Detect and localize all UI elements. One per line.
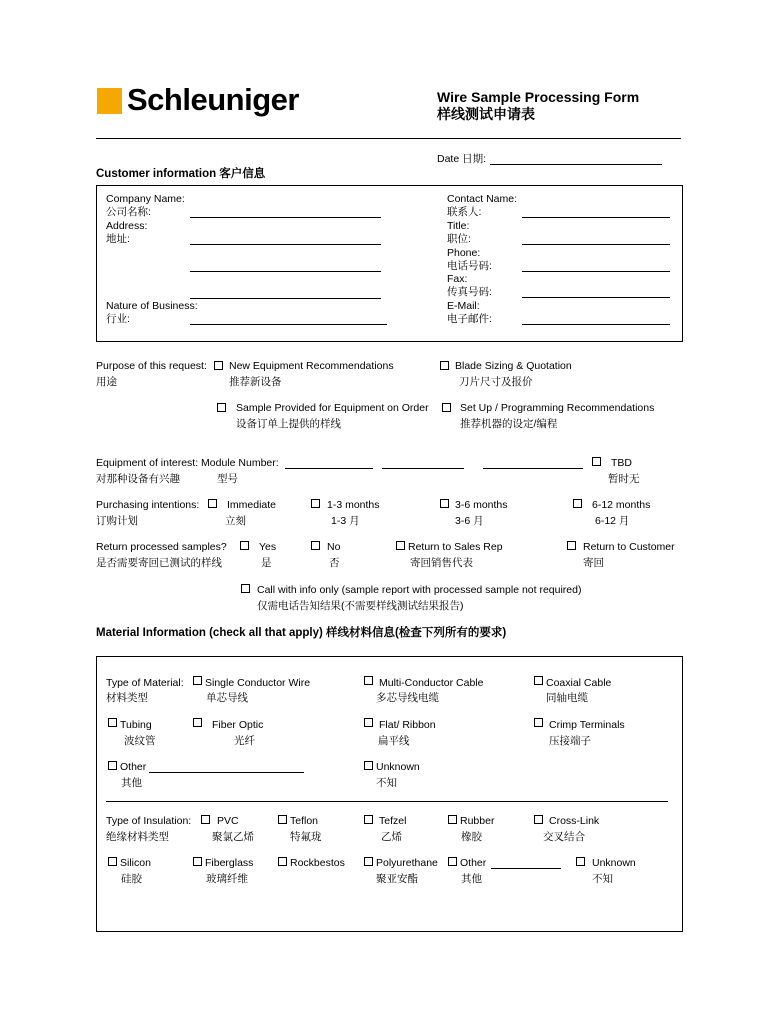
insulation-i5-zh: 交叉结合 <box>543 831 585 843</box>
purpose-sample-order-checkbox[interactable] <box>217 403 226 412</box>
equipment-model-zh: 型号 <box>217 473 238 485</box>
purchasing-o3-zh: 3-6 月 <box>455 515 484 527</box>
material-flat-ribbon-checkbox[interactable] <box>364 718 373 727</box>
purpose-opt1-en: New Equipment Recommendations <box>229 360 394 372</box>
brand-logo-text: Schleuniger <box>127 82 299 117</box>
email-field[interactable] <box>522 324 670 325</box>
return-o4-en: Return to Customer <box>583 541 675 553</box>
insulation-label-zh: 绝缘材料类型 <box>106 831 169 843</box>
purpose-opt3-zh: 设备订单上提供的样线 <box>236 418 341 430</box>
equipment-label-en: Equipment of interest: Module Number: <box>96 457 279 469</box>
phone-label-zh: 电话号码: <box>447 260 492 272</box>
purpose-label-en: Purpose of this request: <box>96 360 207 372</box>
material-other-checkbox[interactable] <box>108 761 117 770</box>
material-m3-zh: 同轴电缆 <box>546 692 588 704</box>
address-field-1[interactable] <box>190 244 381 245</box>
return-o2-en: No <box>327 541 341 553</box>
material-crimp-checkbox[interactable] <box>534 718 543 727</box>
return-o1-zh: 是 <box>261 557 272 569</box>
title-label-zh: 职位: <box>447 233 471 245</box>
insulation-i3-en: Tefzel <box>379 815 407 827</box>
material-m9-zh: 不知 <box>376 777 397 789</box>
insulation-i4-zh: 橡胶 <box>461 831 482 843</box>
material-m4-en: Tubing <box>120 719 152 731</box>
material-single-conductor-checkbox[interactable] <box>193 676 202 685</box>
insulation-teflon-checkbox[interactable] <box>278 815 287 824</box>
logo-square-icon <box>97 88 122 114</box>
insulation-i2-en: Teflon <box>290 815 319 827</box>
company-label-zh: 公司名称: <box>106 206 151 218</box>
insulation-i9-en: Polyurethane <box>376 857 438 869</box>
fax-label-en: Fax: <box>447 273 468 285</box>
material-unknown-checkbox[interactable] <box>364 761 373 770</box>
nature-label-zh: 行业: <box>106 313 130 325</box>
purchasing-o2-en: 1-3 months <box>327 499 380 511</box>
email-label-en: E-Mail: <box>447 300 480 312</box>
material-heading: Material Information (check all that apply) 样线材料信息(检查下列所有的要求) <box>96 627 507 639</box>
insulation-i6-en: Silicon <box>120 857 151 869</box>
customer-heading: Customer information 客户信息 <box>96 168 266 180</box>
date-field[interactable] <box>490 164 662 165</box>
return-o5-en: Call with info only (sample report with processed sample not required) <box>257 584 582 596</box>
material-m8-zh: 其他 <box>121 777 142 789</box>
insulation-cross-link-checkbox[interactable] <box>534 815 543 824</box>
return-sales-rep-checkbox[interactable] <box>396 541 405 550</box>
material-m1-zh: 单芯导线 <box>206 692 248 704</box>
form-title-en: Wire Sample Processing Form <box>437 89 640 105</box>
material-fiber-optic-checkbox[interactable] <box>193 718 202 727</box>
insulation-silicon-checkbox[interactable] <box>108 857 117 866</box>
insulation-i7-zh: 玻璃纤维 <box>206 873 248 885</box>
material-m5-zh: 光纤 <box>234 735 255 747</box>
fax-label-zh: 传真号码: <box>447 286 492 298</box>
insulation-i11-en: Unknown <box>592 857 636 869</box>
insulation-fiberglass-checkbox[interactable] <box>193 857 202 866</box>
purpose-opt4-zh: 推荐机器的设定/编程 <box>460 418 558 430</box>
purchasing-label-en: Purchasing intentions: <box>96 499 200 511</box>
material-other-field[interactable] <box>149 772 304 773</box>
insulation-i7-en: Fiberglass <box>205 857 254 869</box>
purpose-opt2-en: Blade Sizing & Quotation <box>455 360 572 372</box>
contact-label-zh: 联系人: <box>447 206 482 218</box>
address-field-2[interactable] <box>190 271 381 272</box>
phone-field[interactable] <box>522 271 670 272</box>
insulation-i10-zh: 其他 <box>461 873 482 885</box>
insulation-rubber-checkbox[interactable] <box>448 815 457 824</box>
module-number-field-2[interactable] <box>382 468 464 469</box>
purchasing-o1-en: Immediate <box>227 499 277 511</box>
material-type-label-en: Type of Material: <box>106 677 184 689</box>
address-field-3[interactable] <box>190 298 381 299</box>
insulation-i5-en: Cross-Link <box>549 815 600 827</box>
address-label-zh: 地址: <box>106 233 130 245</box>
insulation-i4-en: Rubber <box>460 815 495 827</box>
purpose-label-zh: 用途 <box>96 376 117 388</box>
insulation-i10-en: Other <box>460 857 487 869</box>
material-m6-en: Flat/ Ribbon <box>379 719 436 731</box>
purpose-blade-sizing-checkbox[interactable] <box>440 361 449 370</box>
insulation-i11-zh: 不知 <box>592 873 613 885</box>
insulation-polyurethane-checkbox[interactable] <box>364 857 373 866</box>
address-label-en: Address: <box>106 220 148 232</box>
purchasing-o4-en: 6-12 months <box>592 499 651 511</box>
phone-label-en: Phone: <box>447 247 481 259</box>
material-m1-en: Single Conductor Wire <box>205 677 311 689</box>
insulation-rockbestos-checkbox[interactable] <box>278 857 287 866</box>
tbd-checkbox[interactable] <box>592 457 601 466</box>
return-label-zh: 是否需要寄回已测试的样线 <box>96 557 222 569</box>
email-label-zh: 电子邮件: <box>447 313 492 325</box>
purchasing-immediate-checkbox[interactable] <box>208 499 217 508</box>
purchasing-6-12-checkbox[interactable] <box>573 499 582 508</box>
insulation-unknown-checkbox[interactable] <box>576 857 585 866</box>
purpose-new-equipment-checkbox[interactable] <box>214 361 223 370</box>
insulation-i2-zh: 特氟珑 <box>290 831 322 843</box>
material-multi-conductor-checkbox[interactable] <box>364 676 373 685</box>
purchasing-o2-zh: 1-3 月 <box>331 515 360 527</box>
purchasing-o3-en: 3-6 months <box>455 499 508 511</box>
material-type-label-zh: 材料类型 <box>106 692 148 704</box>
insulation-i1-zh: 聚氯乙烯 <box>212 831 254 843</box>
purpose-opt3-en: Sample Provided for Equipment on Order <box>236 402 429 414</box>
return-o3-zh: 寄回销售代表 <box>410 557 473 569</box>
return-customer-checkbox[interactable] <box>567 541 576 550</box>
insulation-tefzel-checkbox[interactable] <box>364 815 373 824</box>
insulation-i8-en: Rockbestos <box>290 857 345 869</box>
material-m7-en: Crimp Terminals <box>549 719 625 731</box>
customer-box <box>96 185 683 342</box>
insulation-other-checkbox[interactable] <box>448 857 457 866</box>
nature-field[interactable] <box>190 324 387 325</box>
equipment-label-zh: 对那种设备有兴趣 <box>96 473 180 485</box>
material-m9-en: Unknown <box>376 761 420 773</box>
company-field[interactable] <box>190 217 381 218</box>
material-divider <box>106 801 668 802</box>
fax-field[interactable] <box>522 297 670 298</box>
material-m3-en: Coaxial Cable <box>546 677 612 689</box>
insulation-i9-zh: 聚亚安酯 <box>376 873 418 885</box>
material-tubing-checkbox[interactable] <box>108 718 117 727</box>
material-m7-zh: 压接端子 <box>549 735 591 747</box>
nature-label-en: Nature of Business: <box>106 300 198 312</box>
material-m2-zh: 多芯导线电缆 <box>376 692 439 704</box>
company-label-en: Company Name: <box>106 193 185 205</box>
material-m8-en: Other <box>120 761 147 773</box>
tbd-en: TBD <box>611 457 632 469</box>
material-m2-en: Multi-Conductor Cable <box>379 677 484 689</box>
title-field[interactable] <box>522 244 670 245</box>
module-number-field-1[interactable] <box>285 468 373 469</box>
return-no-checkbox[interactable] <box>311 541 320 550</box>
insulation-i6-zh: 硅胶 <box>121 873 142 885</box>
purpose-opt4-en: Set Up / Programming Recommendations <box>460 402 655 414</box>
purpose-setup-checkbox[interactable] <box>442 403 451 412</box>
insulation-pvc-checkbox[interactable] <box>201 815 210 824</box>
material-m5-en: Fiber Optic <box>212 719 264 731</box>
purpose-opt1-zh: 推荐新设备 <box>229 376 282 388</box>
return-o4-zh: 寄回 <box>583 557 604 569</box>
return-o5-zh: 仅需电话告知结果(不需要样线测试结果报告) <box>257 600 464 612</box>
insulation-i1-en: PVC <box>217 815 239 827</box>
header-divider <box>96 138 681 139</box>
contact-field[interactable] <box>522 217 670 218</box>
purchasing-1-3-checkbox[interactable] <box>311 499 320 508</box>
insulation-i3-zh: 乙烯 <box>381 831 402 843</box>
return-o1-en: Yes <box>259 541 277 553</box>
module-number-field-3[interactable] <box>483 468 583 469</box>
purchasing-label-zh: 订购计划 <box>96 515 138 527</box>
purchasing-o4-zh: 6-12 月 <box>595 515 630 527</box>
tbd-zh: 暂时无 <box>608 473 640 485</box>
title-label-en: Title: <box>447 220 470 232</box>
insulation-other-field[interactable] <box>491 868 561 869</box>
return-yes-checkbox[interactable] <box>240 541 249 550</box>
purchasing-3-6-checkbox[interactable] <box>440 499 449 508</box>
material-m6-zh: 扁平线 <box>378 735 410 747</box>
purpose-opt2-zh: 刀片尺寸及报价 <box>459 376 533 388</box>
return-o2-zh: 否 <box>329 557 340 569</box>
return-o3-en: Return to Sales Rep <box>408 541 503 553</box>
purchasing-o1-zh: 立刻 <box>225 515 246 527</box>
contact-label-en: Contact Name: <box>447 193 518 205</box>
form-title-zh: 样线测试申请表 <box>437 106 535 122</box>
insulation-label-en: Type of Insulation: <box>106 815 192 827</box>
material-m4-zh: 波纹管 <box>124 735 156 747</box>
material-coaxial-checkbox[interactable] <box>534 676 543 685</box>
date-label: Date 日期: <box>437 153 487 165</box>
return-label-en: Return processed samples? <box>96 541 227 553</box>
return-call-only-checkbox[interactable] <box>241 584 250 593</box>
